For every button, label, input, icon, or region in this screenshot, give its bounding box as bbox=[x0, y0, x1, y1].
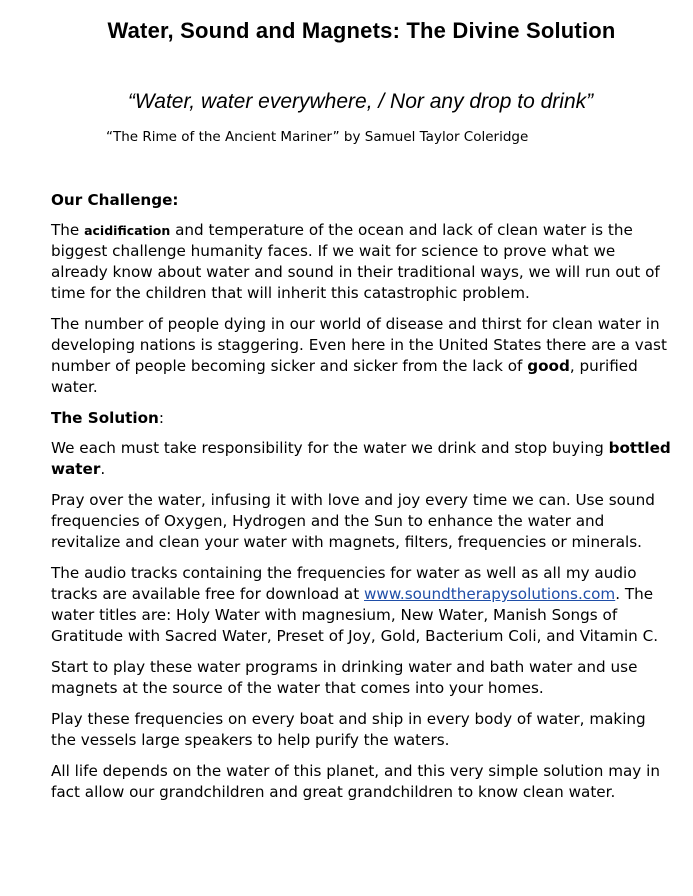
solution-p3-end: . The water titles are: Holy Water with magnesium, New Water, Manish Songs of Gratitude with Sacred Water, Preset of Joy, Gold, Bacterium Coli, and Vitamin C. bbox=[51, 585, 659, 645]
page-title: Water, Sound and Magnets: The Divine Solution bbox=[107, 18, 616, 43]
epigraph-quote: “Water, water everywhere, / Nor any drop to drink” bbox=[127, 90, 594, 113]
challenge-p2-bold: good bbox=[527, 357, 570, 375]
epigraph-attribution: “The Rime of the Ancient Mariner” by Samuel Taylor Coleridge bbox=[106, 129, 529, 145]
challenge-p2-text: The number of people dying in our world of disease and thirst for clean water in developing nations is staggering. Even here in the United States there are a vast number of people becoming sicker and sicker from the lack of bbox=[51, 315, 667, 375]
document-body bbox=[51, 190, 671, 813]
solution-p1-bold: bottled water bbox=[51, 439, 671, 478]
solution-paragraph-5: Play these frequencies on every boat and ship in every body of water, making the vessels large speakers to help purify the waters. bbox=[51, 710, 646, 749]
solution-paragraph-1 bbox=[51, 438, 671, 480]
solution-heading-bold: The Solution bbox=[51, 409, 159, 427]
solution-paragraph-3 bbox=[51, 563, 671, 647]
solution-heading bbox=[51, 408, 671, 429]
challenge-p1-prefix: The bbox=[51, 221, 85, 239]
solution-p1-text: We each must take responsibility for the water we drink and stop buying bbox=[51, 439, 609, 457]
challenge-p1-rest: and temperature of the ocean and lack of clean water is the biggest challenge humanity faces. If we wait for science to prove what we already know about water and sound in their traditional ways, we will run out of time for the children that will inherit this catastrophic problem. bbox=[51, 221, 660, 302]
solution-paragraph-4: Start to play these water programs in drinking water and bath water and use magnets at the source of the water that comes into your homes. bbox=[51, 658, 638, 697]
download-link[interactable]: www.soundtherapysolutions.com bbox=[364, 585, 616, 603]
solution-heading-colon: : bbox=[158, 409, 164, 427]
challenge-paragraph-1 bbox=[51, 220, 671, 304]
challenge-heading: Our Challenge: bbox=[51, 191, 179, 209]
solution-paragraph-2: Pray over the water, infusing it with love and joy every time we can. Use sound frequencies of Oxygen, Hydrogen and the Sun to enhance the water and revitalize and clean your water with magnets, filters, frequencies or minerals. bbox=[51, 491, 655, 551]
solution-p1-end: . bbox=[100, 460, 106, 478]
solution-paragraph-6: All life depends on the water of this planet, and this very simple solution may in fact allow our grandchildren and great grandchildren to know clean water. bbox=[51, 762, 660, 801]
challenge-p2-end: , purified water. bbox=[51, 357, 638, 396]
solution-p3-text: The audio tracks containing the frequencies for water as well as all my audio tracks are available free for download at bbox=[51, 564, 637, 603]
challenge-paragraph-2 bbox=[51, 314, 671, 398]
challenge-p1-bold: acidification bbox=[84, 223, 171, 238]
